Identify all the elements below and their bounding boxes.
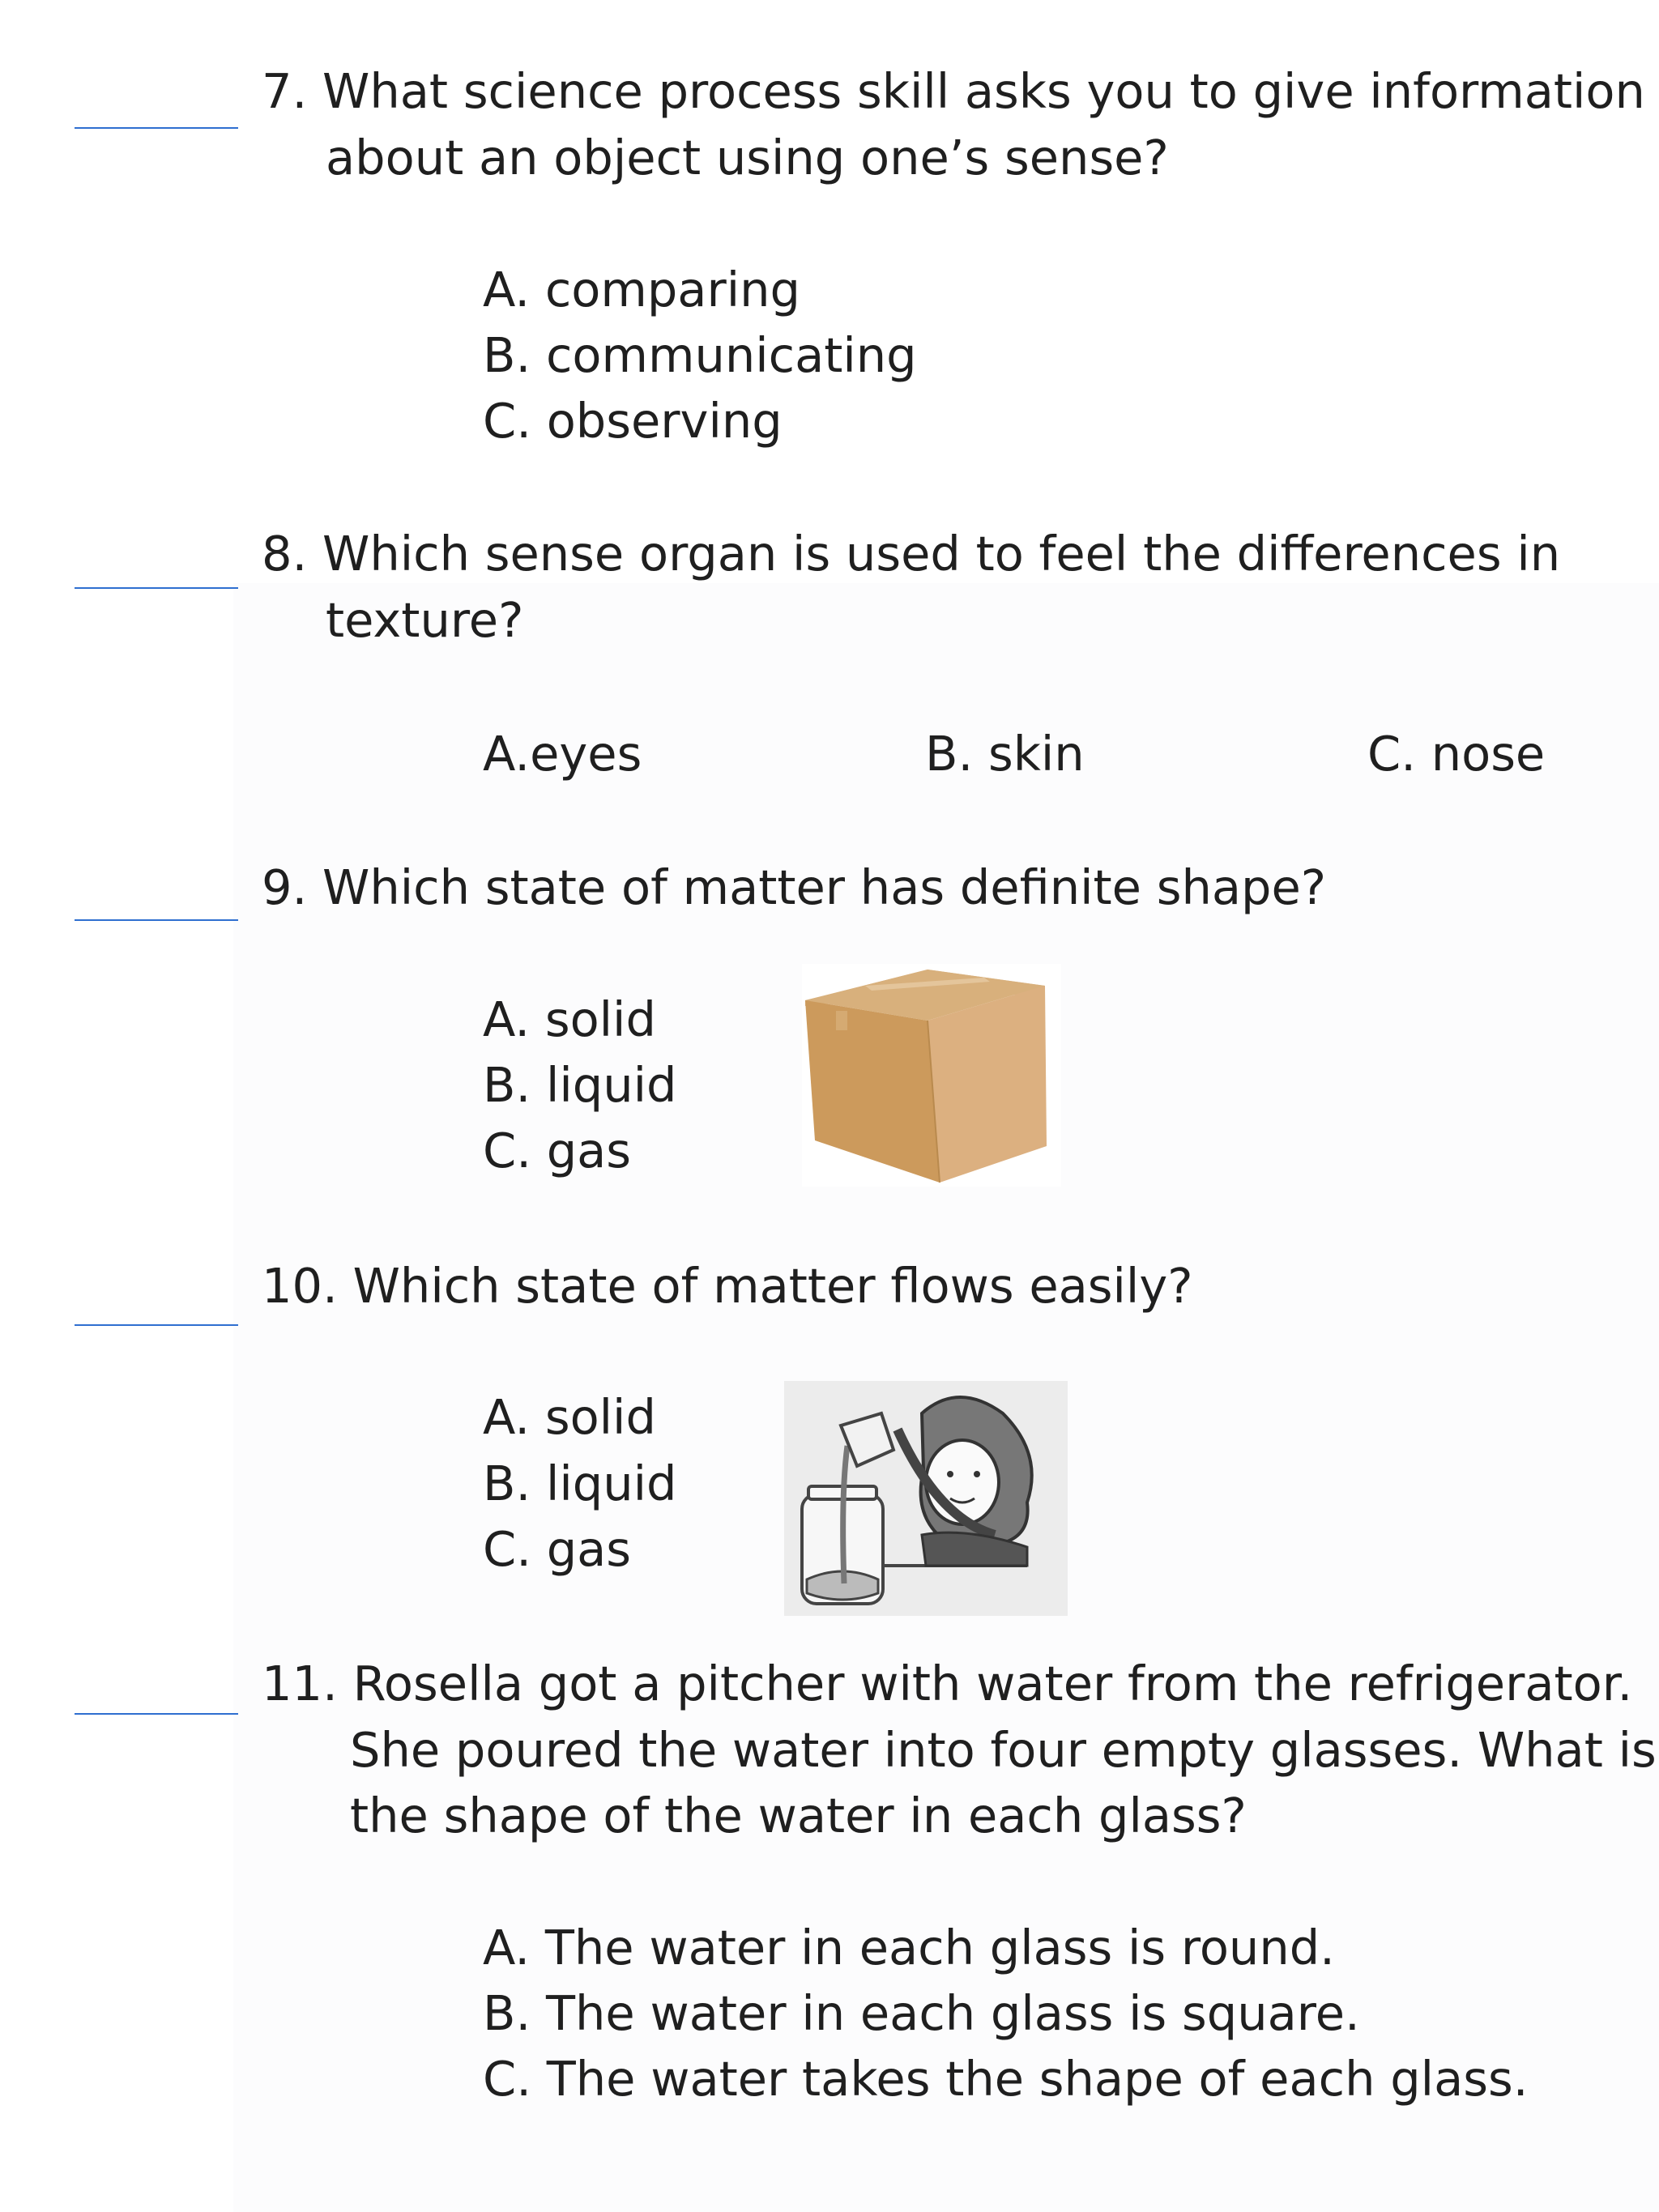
q11-option-b: B. The water in each glass is square. [483, 1985, 1360, 2041]
q7-option-c: C. observing [483, 393, 783, 449]
q8-option-c: C. nose [1367, 726, 1546, 782]
answer-blank-q9[interactable] [75, 919, 238, 921]
q8-stem-line-2: texture? [326, 592, 524, 648]
q10-stem-line-1: 10. Which state of matter flows easily? [262, 1258, 1193, 1314]
q8-option-b: B. skin [925, 726, 1085, 782]
q9-option-a: A. solid [483, 991, 656, 1047]
q10-option-c: C. gas [483, 1521, 632, 1577]
q10-option-a: A. solid [483, 1389, 656, 1445]
q7-option-a: A. comparing [483, 262, 800, 318]
q11-stem-line-3: the shape of the water in each glass? [350, 1788, 1247, 1843]
answer-blank-q10[interactable] [75, 1324, 238, 1326]
q11-option-c: C. The water takes the shape of each glass. [483, 2051, 1529, 2107]
q11-stem-line-1: 11. Rosella got a pitcher with water from the refrigerator. [262, 1656, 1633, 1711]
q7-stem-line-2: about an object using one’s sense? [326, 130, 1169, 185]
q10-option-b: B. liquid [483, 1455, 677, 1511]
q9-option-c: C. gas [483, 1123, 632, 1178]
q7-option-b: B. communicating [483, 327, 917, 383]
q11-stem-line-2: She poured the water into four empty glasses. What is [350, 1722, 1657, 1778]
q9-stem-line-1: 9. Which state of matter has definite shape? [262, 859, 1327, 915]
answer-blank-q8[interactable] [75, 587, 238, 589]
q8-option-a: A.eyes [483, 726, 642, 782]
girl-pouring-water-image [784, 1381, 1068, 1616]
answer-blank-q11[interactable] [75, 1713, 238, 1715]
q9-option-b: B. liquid [483, 1057, 677, 1113]
cardboard-box-image [802, 964, 1061, 1187]
q11-option-a: A. The water in each glass is round. [483, 1920, 1335, 1975]
q8-stem-line-1: 8. Which sense organ is used to feel the differences in [262, 526, 1561, 582]
q7-stem-line-1: 7. What science process skill asks you to give information [262, 63, 1645, 119]
answer-blank-q7[interactable] [75, 127, 238, 129]
